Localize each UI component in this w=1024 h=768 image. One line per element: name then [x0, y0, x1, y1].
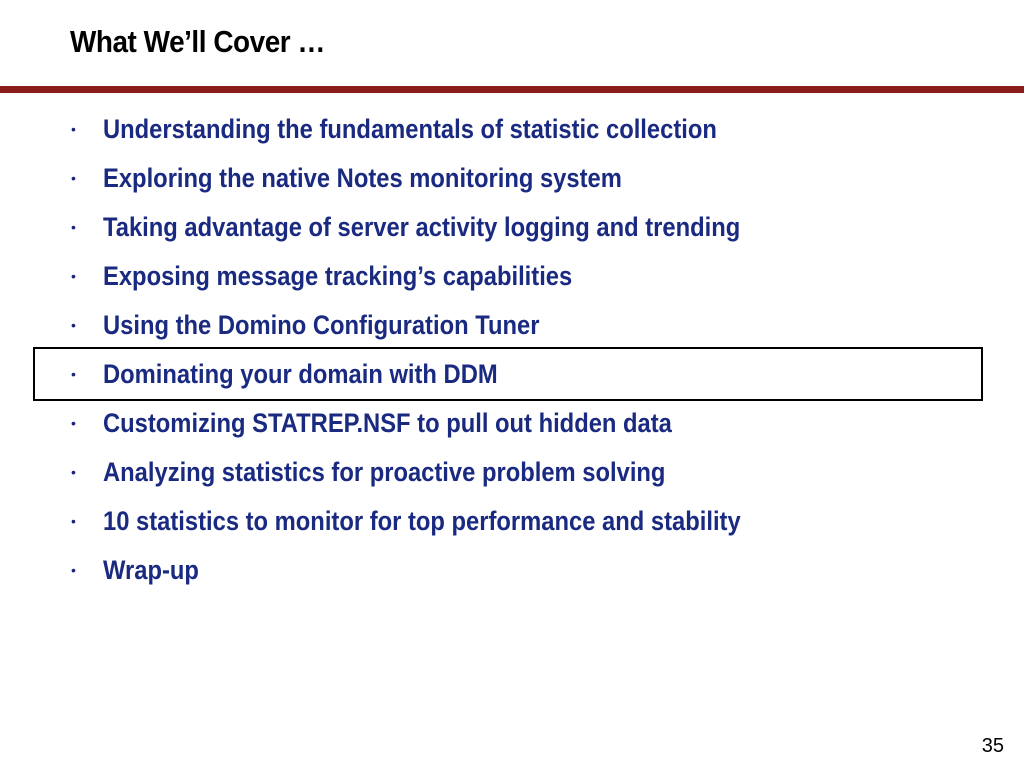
slide-title: What We’ll Cover … — [70, 24, 325, 59]
bullet-icon: • — [71, 562, 76, 578]
agenda-item-text: Wrap-up — [103, 555, 199, 585]
bullet-icon: • — [71, 219, 76, 235]
page-number: 35 — [981, 735, 1004, 757]
bullet-icon: • — [71, 268, 76, 284]
agenda-item-text: Taking advantage of server activity logging and trending — [103, 212, 741, 242]
agenda-item-text: 10 statistics to monitor for top performance and stability — [103, 506, 741, 536]
agenda-item-text: Exposing message tracking’s capabilities — [103, 261, 573, 291]
agenda-item-text: Understanding the fundamentals of statistic collection — [103, 114, 717, 144]
agenda-item-text: Dominating your domain with DDM — [103, 359, 498, 389]
bullet-icon: • — [71, 464, 76, 480]
agenda-item — [0, 301, 1024, 350]
agenda-item-text: Using the Domino Configuration Tuner — [103, 310, 540, 340]
title-divider — [0, 86, 1024, 93]
agenda-item — [0, 252, 1024, 301]
agenda-item — [0, 105, 1024, 154]
agenda-item-text: Analyzing statistics for proactive problem solving — [103, 457, 666, 487]
agenda-item — [0, 448, 1024, 497]
bullet-icon: • — [71, 170, 76, 186]
agenda-item-text: Exploring the native Notes monitoring system — [103, 163, 622, 193]
bullet-icon: • — [71, 415, 76, 431]
agenda-item — [0, 203, 1024, 252]
agenda-item — [0, 154, 1024, 203]
bullet-icon: • — [71, 366, 76, 382]
bullet-icon: • — [71, 513, 76, 529]
bullet-icon: • — [71, 121, 76, 137]
agenda-item — [0, 546, 1024, 595]
bullet-icon: • — [71, 317, 76, 333]
agenda-item — [0, 399, 1024, 448]
agenda-item — [0, 497, 1024, 546]
highlight-box — [33, 347, 983, 401]
agenda-item-text: Customizing STATREP.NSF to pull out hidden data — [103, 408, 672, 438]
